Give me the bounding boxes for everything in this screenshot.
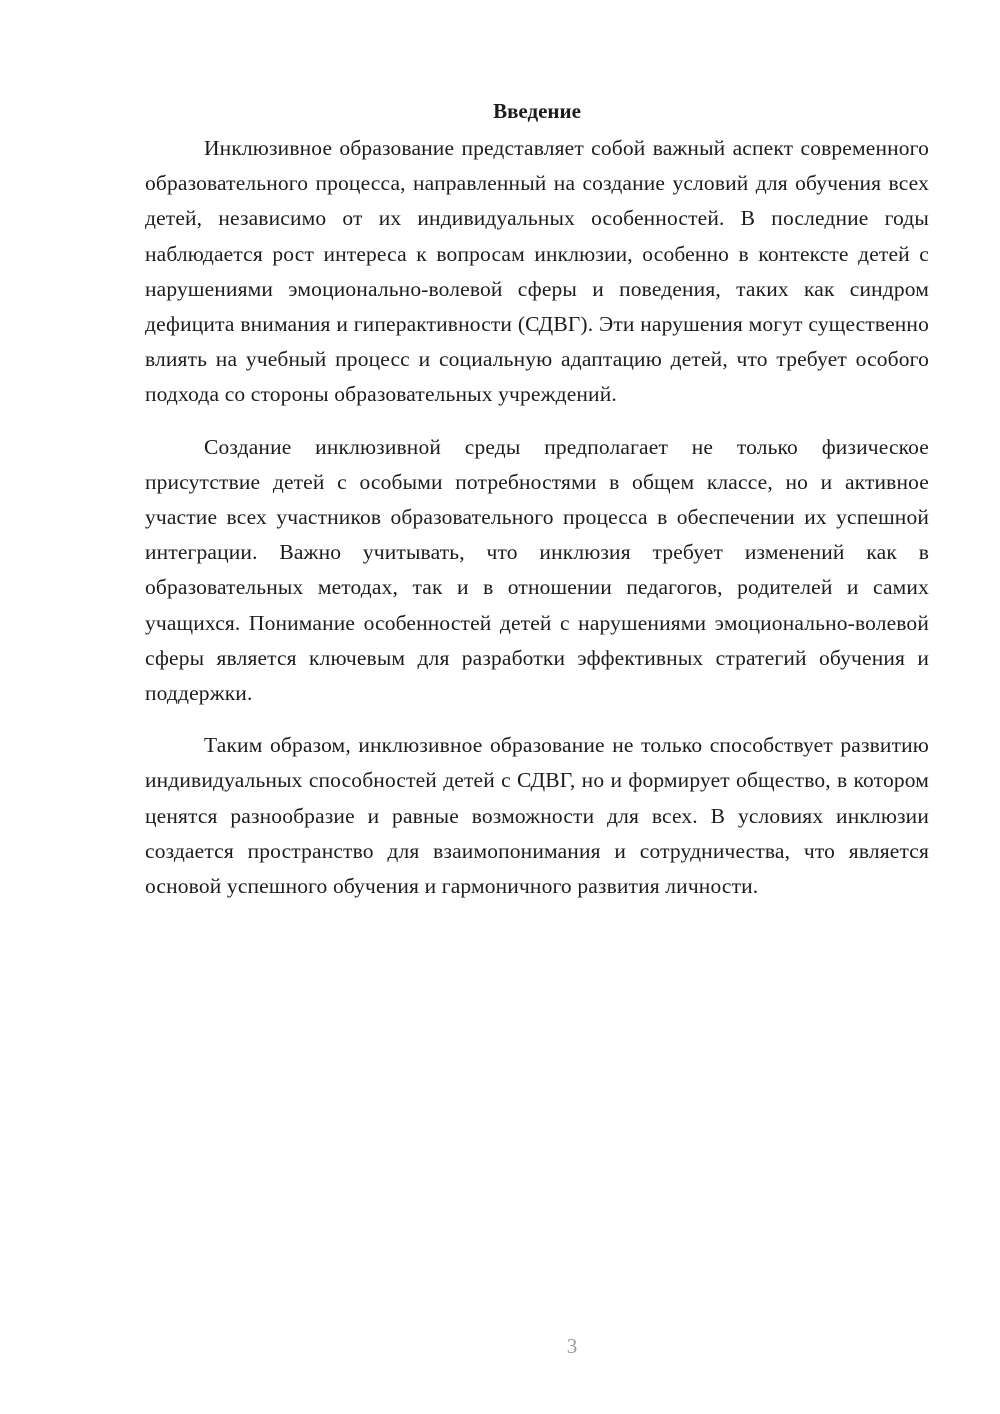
paragraph-1: Инклюзивное образование представляет собой важный аспект современного образовательного процесса, направленный на создание условий для обучения всех детей, независимо от их индивидуальных особенностей. В последние годы наблюдается рост интереса к вопросам инклюзии, особенно в контексте детей с нарушениями эмоционально-волевой сферы и поведения, таких как синдром дефицита внимания и гиперактивности (СДВГ). Эти нарушения могут существенно влиять на учебный процесс и социальную адаптацию детей, что требует особого подхода со стороны образовательных учреждений. — [145, 136, 929, 407]
paragraph-3: Таким образом, инклюзивное образование не только способствует развитию индивидуальных способностей детей с СДВГ, но и формирует общество, в котором ценятся разнообразие и равные возможности для всех. В условиях инклюзии создается пространство для взаимопонимания и сотрудничества, что является основой успешного обучения и гармоничного развития личности. — [145, 733, 929, 899]
section-heading: Введение — [493, 99, 581, 123]
paragraph-2: Создание инклюзивной среды предполагает не только физическое присутствие детей с особыми потребностями в общем классе, но и активное участие всех участников образовательного процесса в обеспечении их успешной интеграции. Важно учитывать, что инклюзия требует изменений как в образовательных методах, так и в отношении педагогов, родителей и самих учащихся. Понимание особенностей детей с нарушениями эмоционально-волевой сферы является ключевым для разработки эффективных стратегий обучения и поддержки. — [145, 434, 929, 706]
page-content — [145, 95, 929, 921]
page-number: 3 — [566, 1334, 578, 1358]
